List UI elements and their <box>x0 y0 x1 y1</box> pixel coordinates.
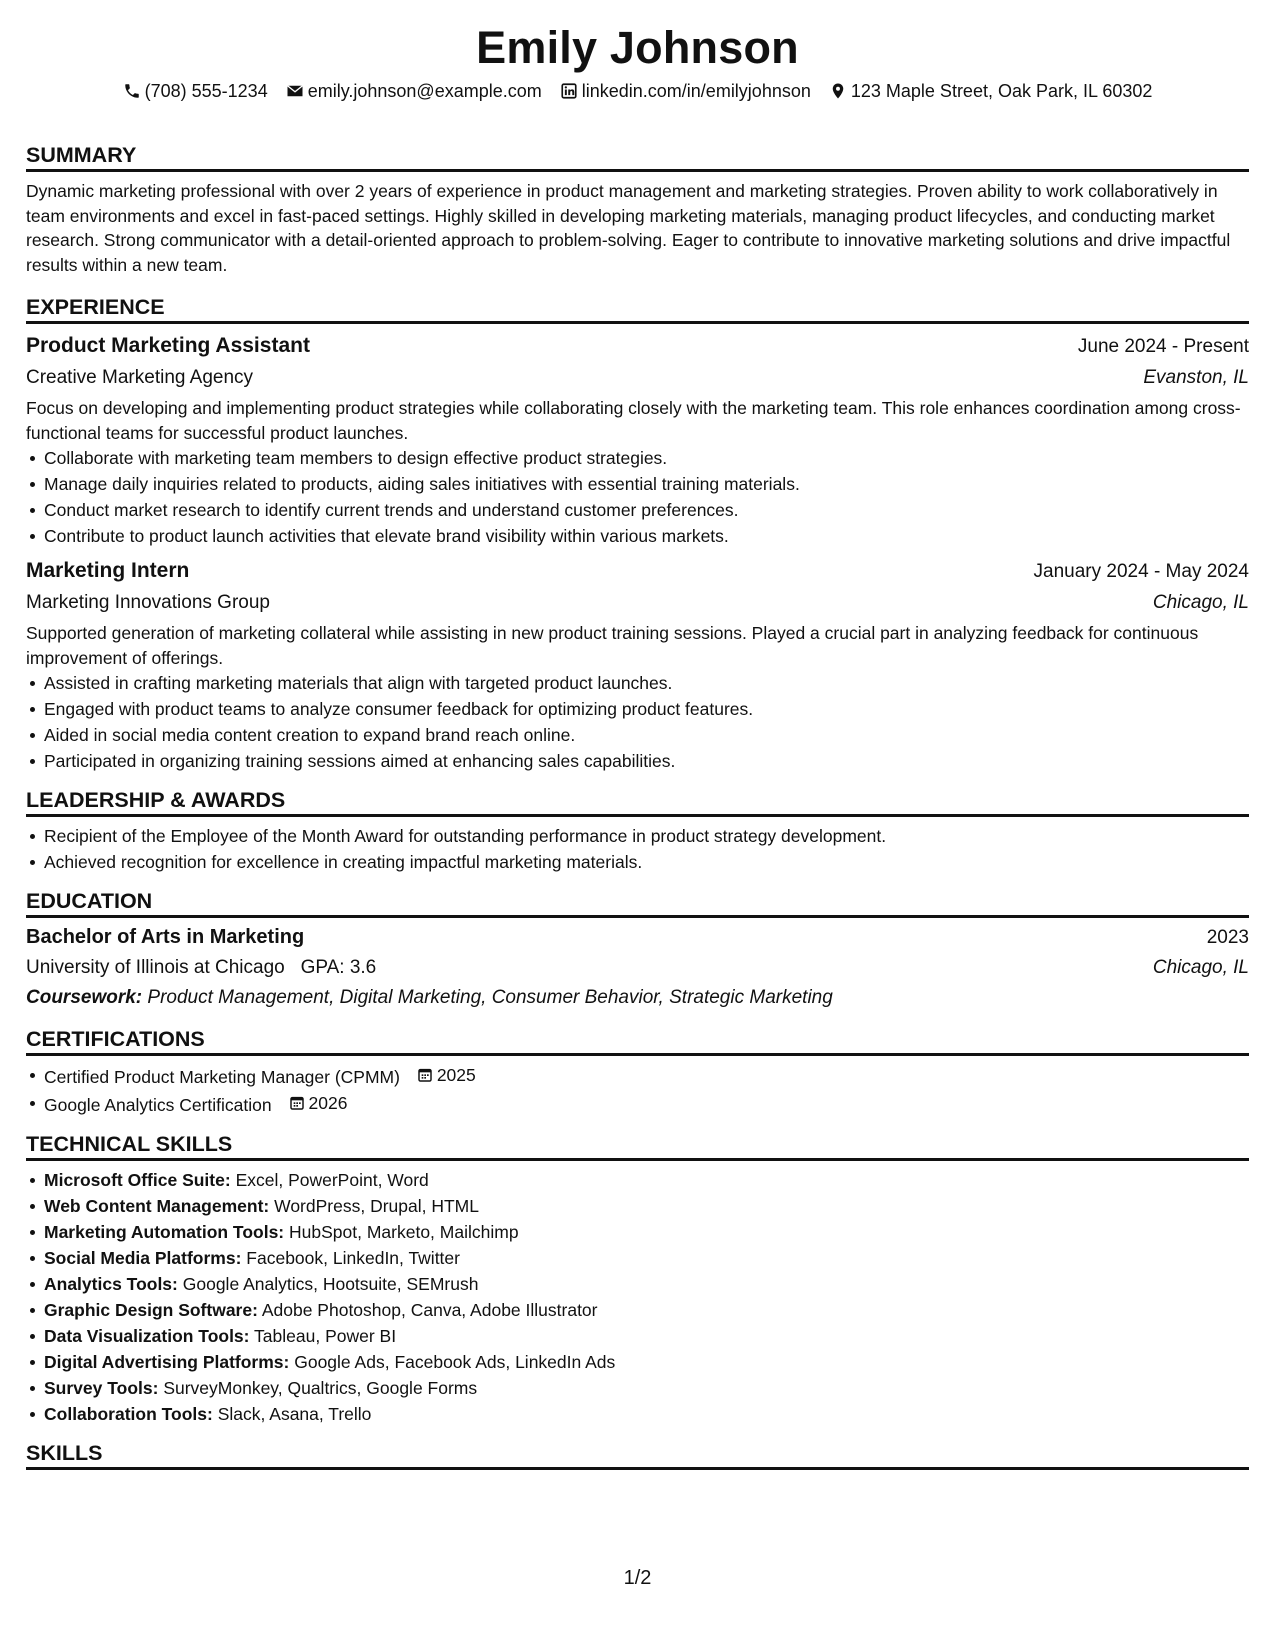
list-item <box>26 1297 1249 1323</box>
leadership-list <box>26 823 1249 875</box>
skill-category: Survey Tools: <box>44 1378 159 1398</box>
job-company: Creative Marketing Agency <box>26 367 254 388</box>
coursework <box>26 983 1249 1013</box>
email-text: emily.johnson@example.com <box>307 80 542 101</box>
skill-values: Excel, PowerPoint, Word <box>235 1170 429 1190</box>
skill-values: SurveyMonkey, Qualtrics, Google Forms <box>163 1378 478 1398</box>
contact-address <box>829 81 1153 102</box>
envelope-icon <box>286 82 304 100</box>
school-location: Chicago, IL <box>1152 957 1249 978</box>
resume-page <box>26 0 1249 1470</box>
list-item: Contribute to product launch activities that elevate brand visibility within various markets. <box>26 523 1249 549</box>
calendar-icon <box>289 1095 305 1111</box>
list-item: Aided in social media content creation to expand brand reach online. <box>26 722 1249 748</box>
contact-phone[interactable] <box>123 81 268 102</box>
list-item <box>26 1271 1249 1297</box>
list-item: Engaged with product teams to analyze consumer feedback for optimizing product features. <box>26 696 1249 722</box>
job-title: Product Marketing Assistant <box>26 334 310 357</box>
summary-text: Dynamic marketing professional with over 2 years of experience in product management and marketing strategies. Proven ability to work collaboratively in team environments and excel in fast-paced settings. Highly skilled in developing marketing materials, managing product lifecycles, and conducting market research. Strong communicator with a detail-oriented approach to problem-solving. Eager to contribute to innovative marketing solutions and drive impactful results within a new team. <box>26 181 1231 275</box>
coursework-list: Product Management, Digital Marketing, Consumer Behavior, Strategic Marketing <box>147 987 833 1008</box>
list-item <box>26 1219 1249 1245</box>
list-item: Achieved recognition for excellence in creating impactful marketing materials. <box>26 849 1249 875</box>
job-dates: January 2024 - May 2024 <box>1033 561 1249 582</box>
cert-name: Certified Product Marketing Manager (CPMM) <box>44 1067 400 1087</box>
graduation-year: 2023 <box>1206 927 1249 948</box>
job-entry <box>26 555 1249 774</box>
skill-category: Graphic Design Software: <box>44 1300 258 1320</box>
calendar-icon <box>417 1067 433 1083</box>
cert-year: 2025 <box>436 1065 476 1085</box>
list-item <box>26 1062 1249 1090</box>
skill-category: Analytics Tools: <box>44 1274 178 1294</box>
certifications-list <box>26 1062 1249 1118</box>
job-location: Chicago, IL <box>1152 592 1249 613</box>
skill-values: Google Analytics, Hootsuite, SEMrush <box>182 1274 479 1294</box>
education-entry <box>26 922 1249 1013</box>
cert-name: Google Analytics Certification <box>44 1095 272 1115</box>
job-description: Supported generation of marketing collateral while assisting in new product training sessions. Played a crucial part in analyzing feedback for continuous improvement of offerings. <box>26 623 1199 668</box>
contact-linkedin[interactable] <box>560 81 811 102</box>
contact-bar <box>26 76 1249 106</box>
skill-category: Microsoft Office Suite: <box>44 1170 231 1190</box>
school-name: University of Illinois at Chicago <box>26 957 285 978</box>
job-description: Focus on developing and implementing product strategies while collaborating closely with the marketing team. This role enhances coordination among cross-functional teams for successful product launches. <box>26 398 1241 443</box>
job-bullets <box>26 670 1249 774</box>
certifications-heading: CERTIFICATIONS <box>26 1022 1249 1056</box>
skill-category: Data Visualization Tools: <box>44 1326 250 1346</box>
technical-skills-list <box>26 1167 1249 1427</box>
cert-year: 2026 <box>308 1093 348 1113</box>
leadership-heading: LEADERSHIP & AWARDS <box>26 783 1249 817</box>
candidate-name: Emily Johnson <box>476 22 799 73</box>
job-company: Marketing Innovations Group <box>26 592 270 613</box>
list-item: Conduct market research to identify current trends and understand customer preferences. <box>26 497 1249 523</box>
skill-values: Slack, Asana, Trello <box>217 1404 372 1424</box>
skill-values: HubSpot, Marketo, Mailchimp <box>289 1222 519 1242</box>
list-item <box>26 1193 1249 1219</box>
phone-text: (708) 555-1234 <box>144 80 268 101</box>
list-item: Participated in organizing training sessions aimed at enhancing sales capabilities. <box>26 748 1249 774</box>
list-item <box>26 1323 1249 1349</box>
job-dates: June 2024 - Present <box>1077 336 1249 357</box>
address-text: 123 Maple Street, Oak Park, IL 60302 <box>850 80 1153 101</box>
phone-icon <box>123 82 141 100</box>
list-item <box>26 1375 1249 1401</box>
list-item <box>26 1090 1249 1118</box>
skill-category: Marketing Automation Tools: <box>44 1222 285 1242</box>
skill-values: WordPress, Drupal, HTML <box>274 1196 479 1216</box>
skill-values: Tableau, Power BI <box>254 1326 397 1346</box>
job-title: Marketing Intern <box>26 559 190 582</box>
skill-category: Collaboration Tools: <box>44 1404 213 1424</box>
linkedin-text: linkedin.com/in/emilyjohnson <box>581 80 811 101</box>
technical-skills-heading: TECHNICAL SKILLS <box>26 1127 1249 1161</box>
list-item <box>26 1349 1249 1375</box>
education-heading: EDUCATION <box>26 884 1249 918</box>
job-location: Evanston, IL <box>1143 367 1249 388</box>
degree-title: Bachelor of Arts in Marketing <box>26 926 305 948</box>
skill-category: Web Content Management: <box>44 1196 270 1216</box>
list-item <box>26 1167 1249 1193</box>
skill-category: Digital Advertising Platforms: <box>44 1352 290 1372</box>
job-entry <box>26 330 1249 549</box>
summary-heading: SUMMARY <box>26 138 1249 172</box>
contact-email[interactable] <box>286 81 542 102</box>
list-item <box>26 1401 1249 1427</box>
list-item <box>26 1245 1249 1271</box>
experience-heading: EXPERIENCE <box>26 290 1249 324</box>
map-pin-icon <box>829 82 847 100</box>
coursework-label: Coursework: <box>26 987 143 1008</box>
job-bullets <box>26 445 1249 549</box>
skill-values: Adobe Photoshop, Canva, Adobe Illustrator <box>261 1300 598 1320</box>
list-item: Collaborate with marketing team members to design effective product strategies. <box>26 445 1249 471</box>
skill-values: Facebook, LinkedIn, Twitter <box>246 1248 460 1268</box>
page-number: 1/2 <box>623 1567 652 1589</box>
list-item: Manage daily inquiries related to products, aiding sales initiatives with essential training materials. <box>26 471 1249 497</box>
skills-heading: SKILLS <box>26 1436 1249 1470</box>
gpa: GPA: 3.6 <box>300 957 377 978</box>
skill-values: Google Ads, Facebook Ads, LinkedIn Ads <box>294 1352 616 1372</box>
list-item: Assisted in crafting marketing materials that align with targeted product launches. <box>26 670 1249 696</box>
skill-category: Social Media Platforms: <box>44 1248 242 1268</box>
list-item: Recipient of the Employee of the Month Award for outstanding performance in product strategy development. <box>26 823 1249 849</box>
linkedin-icon <box>560 82 578 100</box>
